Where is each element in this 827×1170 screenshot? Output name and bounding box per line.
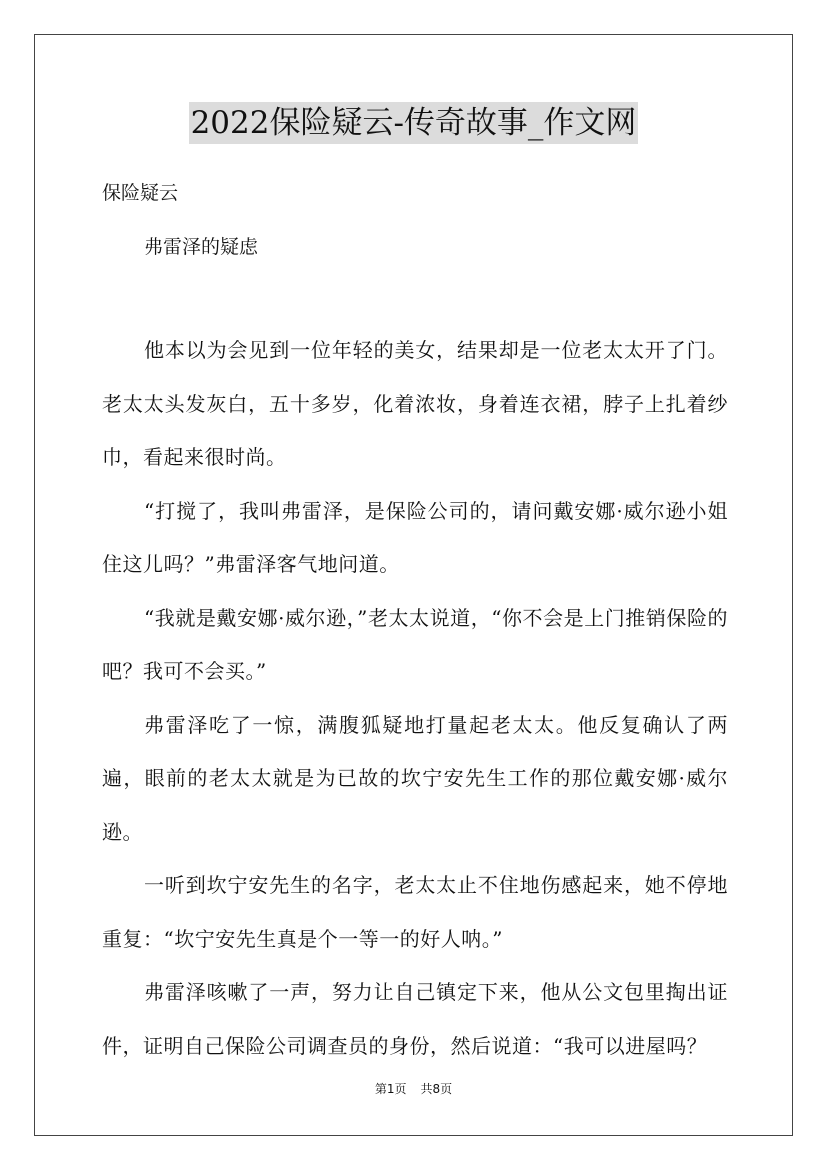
document-body xyxy=(102,170,728,1073)
page-total: 共8页 xyxy=(420,1082,453,1096)
paragraph: 他本以为会见到一位年轻的美女，结果却是一位老太太开了门。老太太头发灰白，五十多岁，化着浓妆，身着连衣裙，脖子上扎着纱巾，看起来很时尚。 xyxy=(102,338,728,469)
title-container xyxy=(0,102,827,144)
paragraph: 一听到坎宁安先生的名字，老太太止不住地伤感起来，她不停地重复：“坎宁安先生真是个一等一的好人呐。” xyxy=(102,873,728,951)
section-subheading: 弗雷泽的疑虑 xyxy=(144,236,259,258)
blank-line xyxy=(102,270,728,324)
paragraph: “我就是戴安娜·威尔逊，”老太太说道，“你不会是上门推销保险的吧？我可不会买。” xyxy=(102,605,728,683)
page-footer xyxy=(0,1080,827,1097)
section-heading: 保险疑云 xyxy=(102,182,179,204)
paragraph: “打搅了，我叫弗雷泽，是保险公司的，请问戴安娜·威尔逊小姐住这儿吗？”弗雷泽客气地问道。 xyxy=(102,498,728,576)
paragraph: 弗雷泽吃了一惊，满腹狐疑地打量起老太太。他反复确认了两遍，眼前的老太太就是为已故的坎宁安先生工作的那位戴安娜·威尔逊。 xyxy=(102,712,728,844)
page-number: 第1页 xyxy=(374,1082,407,1096)
paragraph: 弗雷泽咳嗽了一声，努力让自己镇定下来，他从公文包里掏出证件，证明自己保险公司调查员的身份，然后说道：“我可以进屋吗？ xyxy=(102,980,728,1058)
document-title: 2022保险疑云-传奇故事_作文网 xyxy=(189,102,639,144)
